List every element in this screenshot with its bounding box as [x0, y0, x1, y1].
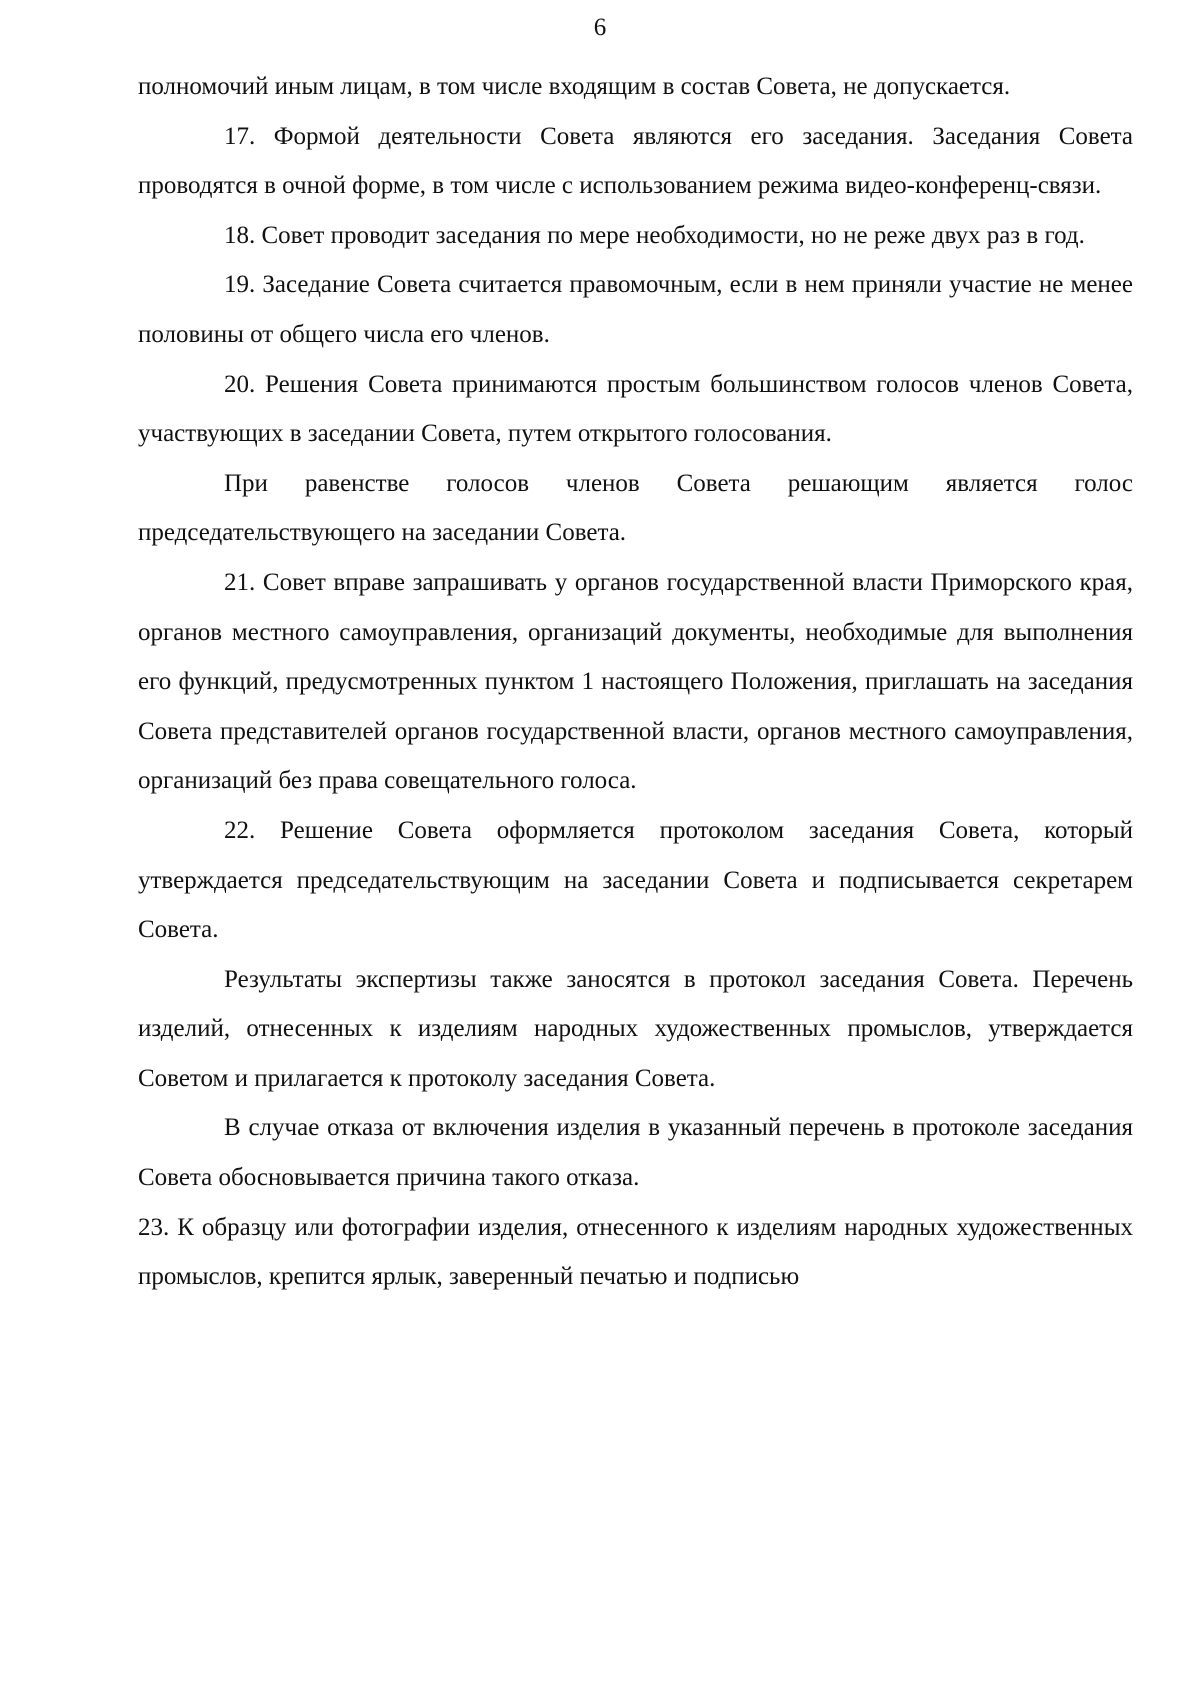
paragraph-19: 19. Заседание Совета считается правомочным, если в нем приняли участие не менее половины от общего числа его членов. [138, 271, 1133, 348]
paragraph-23: 23. К образцу или фотографии изделия, отнесенного к изделиям народных художественных промыслов, крепится ярлык, заверенный печатью и подписью [138, 1213, 1133, 1291]
paragraph-18: 18. Совет проводит заседания по мере необходимости, но не реже двух раз в год. [224, 221, 1085, 249]
document-body [138, 62, 1133, 1302]
paragraph-22: 22. Решение Совета оформляется протоколом заседания Совета, который утверждается председательствующим на заседании Совета и подписывается секретарем Совета. [138, 816, 1133, 944]
page-number: 6 [593, 14, 607, 41]
paragraph-20: 20. Решения Совета принимаются простым большинством голосов членов Совета, участвующих в заседании Совета, путем открытого голосования. [138, 370, 1133, 448]
paragraph-22-refusal: В случае отказа от включения изделия в указанный перечень в протоколе заседания Совета обосновывается причина такого отказа. [138, 1114, 1133, 1192]
paragraph-21: 21. Совет вправе запрашивать у органов государственной власти Приморского края, органов местного самоуправления, организаций документы, необходимые для выполнения его функций, предусмотренных пунктом 1 настоящего Положения, приглашать на заседания Совета представителей органов государственной власти, органов местного самоуправления, организаций без права совещательного голоса. [138, 568, 1133, 795]
paragraph-continuation: полномочий иным лицам, в том числе входящим в состав Совета, не допускается. [138, 73, 1011, 100]
paragraph-20-tie: При равенстве голосов членов Совета решающим является голос председательствующего на заседании Совета. [138, 469, 1133, 547]
paragraph-22-results: Результаты экспертизы также заносятся в протокол заседания Совета. Перечень изделий, отнесенных к изделиям народных художественных промыслов, утверждается Советом и прилагается к протоколу заседания Совета. [138, 965, 1133, 1092]
paragraph-17: 17. Формой деятельности Совета являются его заседания. Заседания Совета проводятся в очной форме, в том числе с использованием режима видео-конференц-связи. [138, 122, 1133, 200]
